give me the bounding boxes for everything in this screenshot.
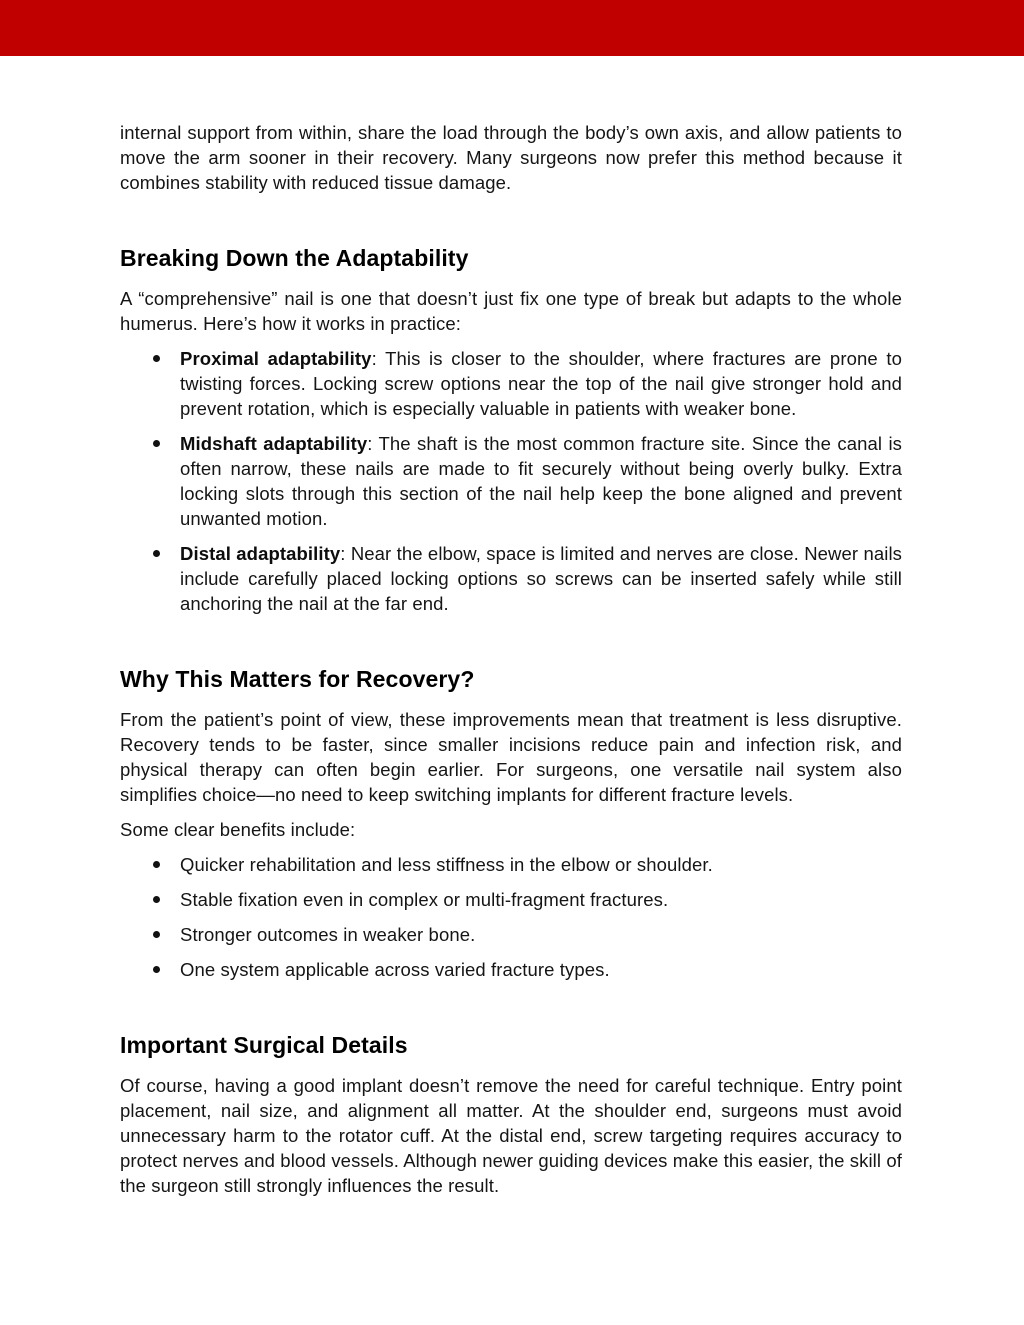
bullet-text: : Near the elbow, space is limited and nerves are close. Newer nails include carefully placed locking options so screws can be inserted safely while still anchoring the nail at the far end. bbox=[180, 543, 902, 614]
bullet-lead-bold: Distal adaptability bbox=[180, 543, 341, 564]
bullet-text: : The shaft is the most common fracture site. Since the canal is often narrow, these nails are made to fit securely without being overly bulky. Extra locking slots through this section of the nail help keep the bone aligned and prevent unwanted motion. bbox=[180, 433, 903, 529]
top-banner bbox=[0, 0, 1024, 56]
list-item-midshaft bbox=[180, 431, 902, 531]
bullet-text: One system applicable across varied fracture types. bbox=[180, 959, 610, 980]
section-heading-surgical: Important Surgical Details bbox=[120, 1032, 408, 1058]
bullet-icon bbox=[153, 550, 160, 557]
bullet-text: : This is closer to the shoulder, where fractures are prone to twisting forces. Locking screw options near the top of the nail give stronger hold and prevent rotation, which is especially valuable in patients with weaker bone. bbox=[180, 348, 902, 419]
list-item-benefit bbox=[180, 957, 902, 982]
list-item-distal bbox=[180, 541, 902, 616]
document-page bbox=[0, 56, 1024, 1198]
adaptability-lead-paragraph: A “comprehensive” nail is one that doesn’t just fix one type of break but adapts to the whole humerus. Here’s how it works in practice: bbox=[120, 288, 902, 334]
recovery-lead-paragraph: From the patient’s point of view, these improvements mean that treatment is less disruptive. Recovery tends to be faster, since smaller incisions reduce pain and infection risk, and physical therapy can often begin earlier. For surgeons, one versatile nail system also simplifies choice—no need to keep switching implants for different fracture levels. bbox=[120, 709, 902, 805]
list-item-benefit bbox=[180, 887, 902, 912]
section-heading-recovery: Why This Matters for Recovery? bbox=[120, 666, 475, 692]
intro-paragraph: internal support from within, share the load through the body’s own axis, and allow patients to move the arm sooner in their recovery. Many surgeons now prefer this method because it combines stability with reduced tissue damage. bbox=[120, 122, 902, 193]
bullet-icon bbox=[153, 355, 160, 362]
bullet-text: Stable fixation even in complex or multi-fragment fractures. bbox=[180, 889, 669, 910]
bullet-text: Quicker rehabilitation and less stiffness in the elbow or shoulder. bbox=[180, 854, 713, 875]
bullet-icon bbox=[153, 896, 160, 903]
bullet-icon bbox=[153, 861, 160, 868]
bullet-icon bbox=[153, 966, 160, 973]
bullet-icon bbox=[153, 440, 160, 447]
bullet-lead-bold: Proximal adaptability bbox=[180, 348, 372, 369]
benefits-label: Some clear benefits include: bbox=[120, 819, 356, 840]
list-item-benefit bbox=[180, 852, 902, 877]
list-item-proximal bbox=[180, 346, 902, 421]
section-heading-adaptability: Breaking Down the Adaptability bbox=[120, 245, 469, 271]
surgical-paragraph: Of course, having a good implant doesn’t remove the need for careful technique. Entry point placement, nail size, and alignment all matter. At the shoulder end, surgeons must avoid unnecessary harm to the rotator cuff. At the distal end, screw targeting requires accuracy to protect nerves and blood vessels. Although newer guiding devices make this easier, the skill of the surgeon still strongly influences the result. bbox=[120, 1075, 902, 1196]
bullet-lead-bold: Midshaft adaptability bbox=[180, 433, 368, 454]
benefits-list bbox=[120, 852, 902, 982]
list-item-benefit bbox=[180, 922, 902, 947]
bullet-icon bbox=[153, 931, 160, 938]
bullet-text: Stronger outcomes in weaker bone. bbox=[180, 924, 476, 945]
adaptability-list bbox=[120, 346, 902, 616]
